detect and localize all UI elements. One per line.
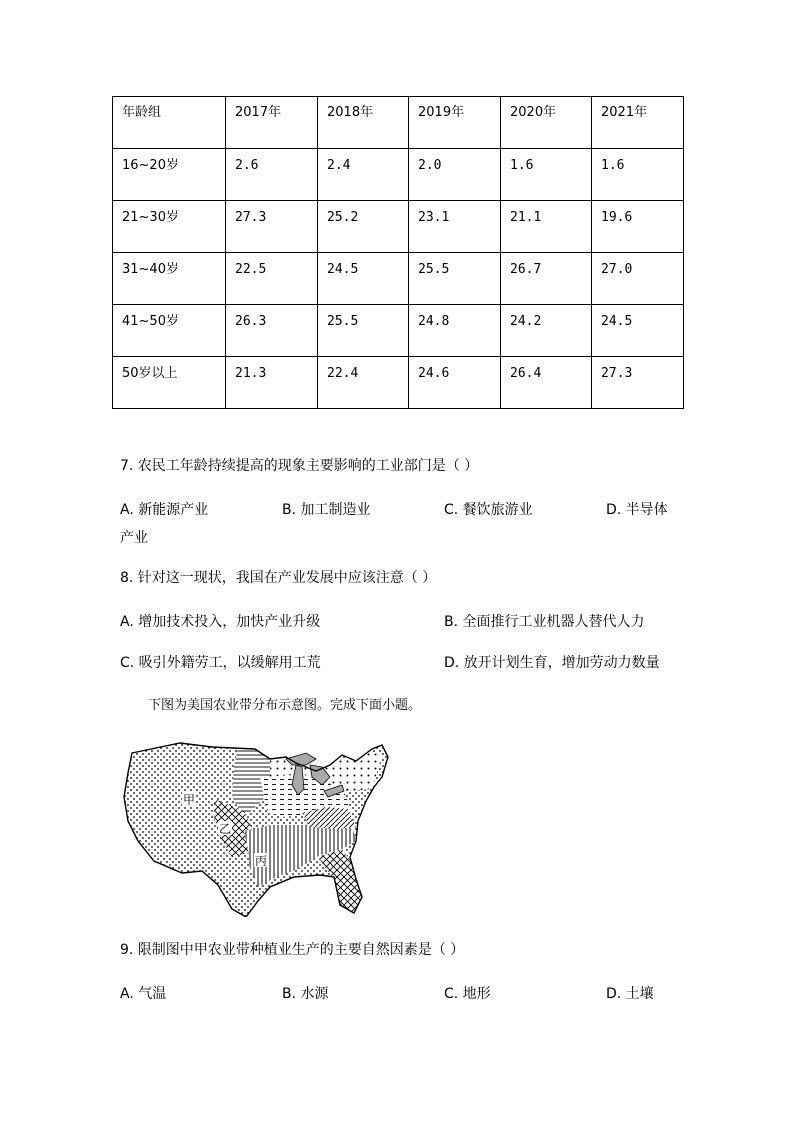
table-cell: 2.6 — [226, 149, 318, 201]
map-label-bing: 丙 — [255, 854, 268, 868]
table-header-cell: 2018年 — [318, 97, 409, 149]
table-cell: 21.3 — [226, 357, 318, 409]
table-header-cell: 2017年 — [226, 97, 318, 149]
table-cell: 22.4 — [318, 357, 409, 409]
us-agriculture-map — [120, 737, 392, 917]
q7-option-a: A. 新能源产业 — [120, 502, 209, 518]
table-header-row — [113, 97, 684, 149]
table-row — [113, 149, 684, 201]
table-cell: 25.5 — [409, 253, 501, 305]
table-cell: 25.5 — [318, 305, 409, 357]
table-cell: 1.6 — [592, 149, 684, 201]
table-cell: 27.3 — [592, 357, 684, 409]
table-cell: 19.6 — [592, 201, 684, 253]
table-cell: 41~50岁 — [113, 305, 226, 357]
q8-stem: 8. 针对这一现状，我国在产业发展中应该注意（ ） — [120, 570, 437, 586]
table-cell: 26.7 — [501, 253, 592, 305]
q7-option-d-continued: 产业 — [120, 530, 148, 546]
table-row — [113, 253, 684, 305]
map-regions — [120, 737, 392, 917]
table-cell: 2.0 — [409, 149, 501, 201]
q9-stem: 9. 限制图中甲农业带种植业生产的主要自然因素是（ ） — [120, 942, 465, 958]
table-header-cell: 2020年 — [501, 97, 592, 149]
q9-option-a: A. 气温 — [120, 986, 167, 1002]
table-cell: 21.1 — [501, 201, 592, 253]
table-cell: 27.0 — [592, 253, 684, 305]
table-cell: 22.5 — [226, 253, 318, 305]
q9-option-c: C. 地形 — [444, 986, 491, 1002]
q8-option-d: D. 放开计划生育，增加劳动力数量 — [444, 655, 660, 671]
map-label-yi: 乙 — [219, 822, 232, 836]
table-cell: 50岁以上 — [113, 357, 226, 409]
table-cell: 23.1 — [409, 201, 501, 253]
table-header-cell: 2021年 — [592, 97, 684, 149]
table-row — [113, 201, 684, 253]
table-cell: 24.8 — [409, 305, 501, 357]
q7-stem: 7. 农民工年龄持续提高的现象主要影响的工业部门是（ ） — [120, 458, 479, 474]
q9-option-d: D. 土壤 — [606, 986, 654, 1002]
table-cell: 21~30岁 — [113, 201, 226, 253]
q7-option-d: D. 半导体 — [606, 502, 668, 518]
map-label-jia: 甲 — [183, 793, 196, 807]
table-cell: 24.5 — [318, 253, 409, 305]
table-cell: 2.4 — [318, 149, 409, 201]
table-cell: 16~20岁 — [113, 149, 226, 201]
table-header-cell: 年龄组 — [113, 97, 226, 149]
q8-option-b: B. 全面推行工业机器人替代人力 — [444, 614, 645, 630]
table-cell: 1.6 — [501, 149, 592, 201]
map-intro-text: 下图为美国农业带分布示意图。完成下面小题。 — [148, 698, 422, 713]
q8-option-c: C. 吸引外籍劳工，以缓解用工荒 — [120, 655, 321, 671]
table-cell: 24.5 — [592, 305, 684, 357]
table-cell: 25.2 — [318, 201, 409, 253]
table-row — [113, 305, 684, 357]
q7-option-c: C. 餐饮旅游业 — [444, 502, 533, 518]
table-cell: 24.6 — [409, 357, 501, 409]
q9-option-b: B. 水源 — [282, 986, 329, 1002]
q8-option-a: A. 增加技术投入，加快产业升级 — [120, 614, 321, 630]
q7-option-b: B. 加工制造业 — [282, 502, 371, 518]
table-cell: 31~40岁 — [113, 253, 226, 305]
table-cell: 26.3 — [226, 305, 318, 357]
age-distribution-table — [112, 96, 684, 409]
table-cell: 24.2 — [501, 305, 592, 357]
table-header-cell: 2019年 — [409, 97, 501, 149]
table-cell: 26.4 — [501, 357, 592, 409]
table-cell: 27.3 — [226, 201, 318, 253]
table-row — [113, 357, 684, 409]
